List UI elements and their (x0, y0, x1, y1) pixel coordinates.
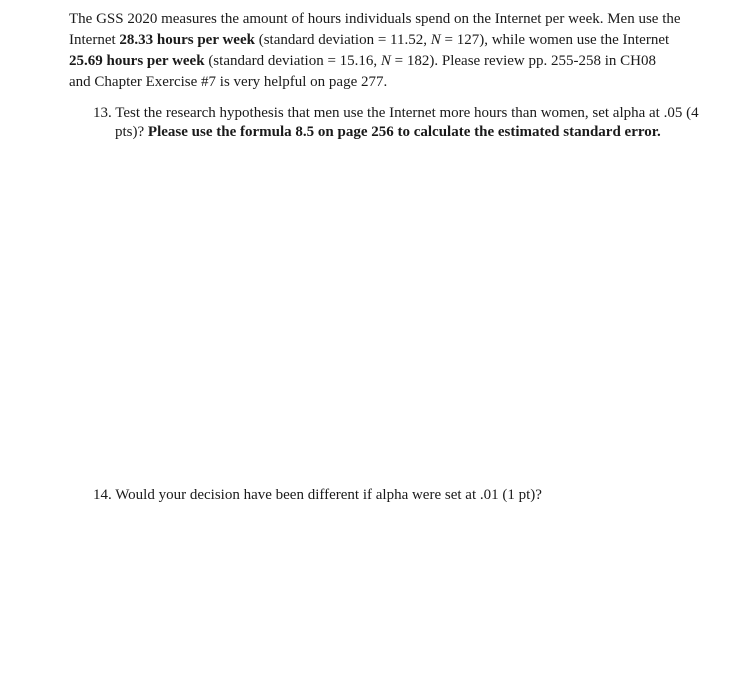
intro-text-2: (standard deviation = 11.52, (254, 32, 431, 48)
question-14-number: 14. (93, 487, 112, 503)
men-hours: 28.33 hours per week (119, 32, 255, 48)
question-13 (93, 104, 700, 141)
intro-paragraph (69, 9, 681, 93)
n-symbol-men: N (430, 32, 441, 48)
intro-text-4: (standard deviation = 15.16, (204, 53, 381, 69)
question-13-text: Test the research hypothesis that men use the Internet more hours than women, set alpha at .05 (4 pts)? (111, 105, 699, 140)
intro-text-5: = 182). Please review pp. 255-258 in CH08 and Chapter Exercise #7 is very helpful on page 277. (69, 53, 657, 90)
n-symbol-women: N (380, 53, 391, 69)
question-13-instruction: Please use the formula 8.5 on page 256 to calculate the estimated standard error. (147, 123, 661, 140)
women-hours: 25.69 hours per week (69, 53, 205, 69)
intro-text-1: The GSS 2020 measures the amount of hours individuals spend on the Internet per week. Men use the Internet (69, 11, 681, 48)
question-14 (93, 486, 693, 504)
intro-text-3: = 127), while women use the Internet (440, 32, 670, 48)
question-14-text: Would your decision have been different if alpha were set at .01 (1 pt)? (111, 487, 542, 503)
question-13-number: 13. (93, 105, 112, 121)
